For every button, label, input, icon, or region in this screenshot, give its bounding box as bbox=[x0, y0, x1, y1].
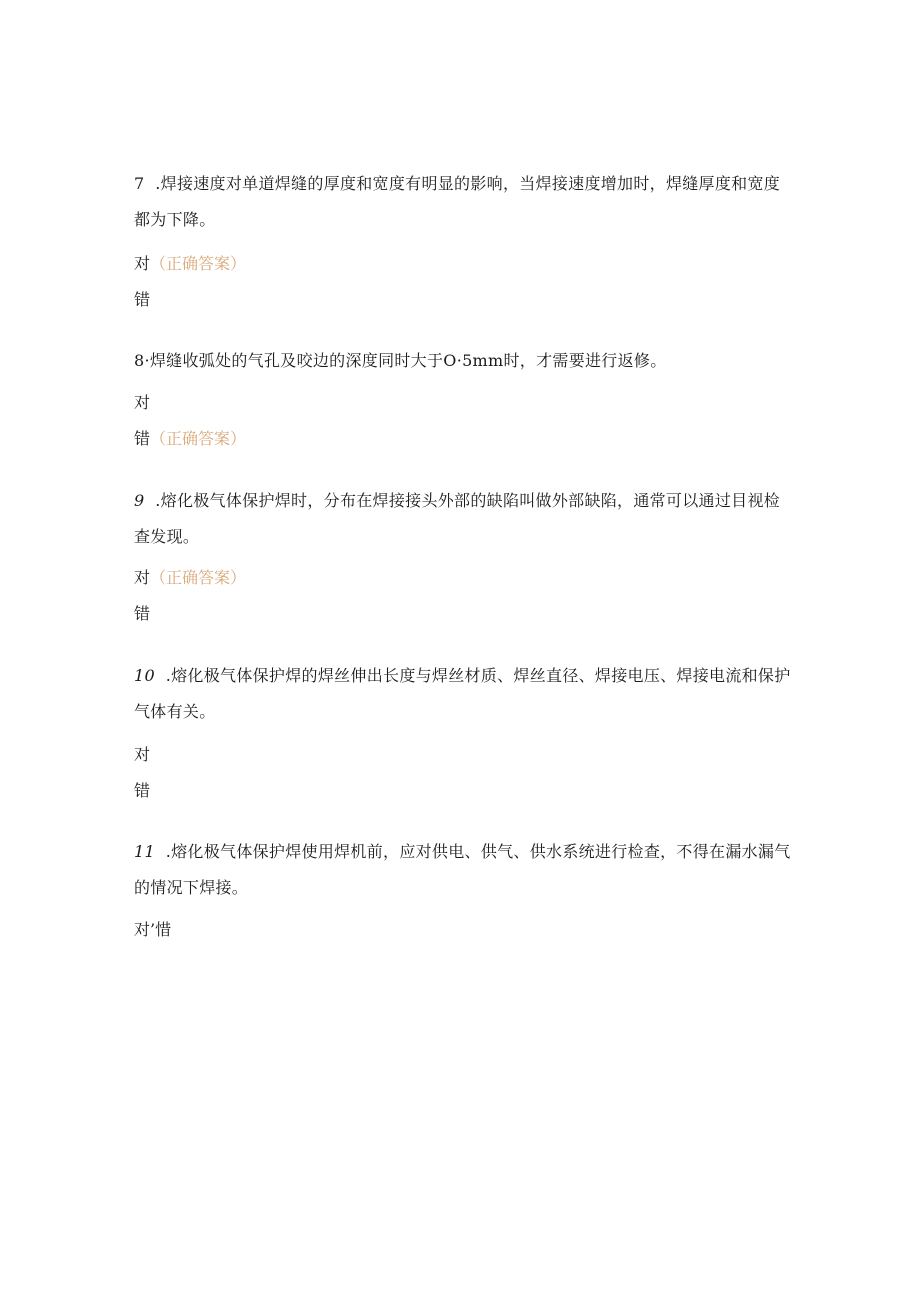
option-label: 对 bbox=[134, 745, 151, 764]
option-false bbox=[134, 288, 150, 312]
option-label: 对’惜 bbox=[134, 920, 172, 939]
question-9 bbox=[134, 483, 794, 555]
option-true bbox=[134, 743, 150, 767]
question-11 bbox=[134, 834, 794, 906]
option-false bbox=[134, 602, 150, 626]
question-10 bbox=[134, 658, 794, 730]
option-label: 错 bbox=[134, 429, 151, 448]
question-text: .熔化极气体保护焊使用焊机前，应对供电、供气、供水系统进行检查，不得在漏水漏气的情况下焊接。 bbox=[134, 842, 791, 897]
option-false bbox=[134, 427, 246, 451]
option-true-false bbox=[134, 918, 171, 942]
question-text: .焊接速度对单道焊缝的厚度和宽度有明显的影响，当焊接速度增加时，焊缝厚度和宽度都为下降。 bbox=[134, 174, 781, 229]
question-number: 11 bbox=[134, 842, 155, 861]
question-text: .熔化极气体保护焊时，分布在焊接接头外部的缺陷叫做外部缺陷，通常可以通过目视检查发现。 bbox=[134, 491, 781, 546]
option-label: 对 bbox=[134, 254, 151, 273]
question-8 bbox=[134, 343, 794, 379]
question-number: 8· bbox=[134, 351, 150, 370]
question-number: 9 bbox=[134, 491, 145, 510]
option-label: 对 bbox=[134, 393, 151, 412]
option-true bbox=[134, 566, 246, 590]
option-label: 错 bbox=[134, 290, 151, 309]
option-label: 对 bbox=[134, 568, 151, 587]
question-7 bbox=[134, 166, 794, 238]
question-number: 10 bbox=[134, 666, 155, 685]
option-label: 错 bbox=[134, 781, 151, 800]
question-text: .熔化极气体保护焊的焊丝伸出长度与焊丝材质、焊丝直径、焊接电压、焊接电流和保护气体有关。 bbox=[134, 666, 791, 721]
option-label: 错 bbox=[134, 604, 151, 623]
question-number: 7 bbox=[134, 174, 145, 193]
option-true bbox=[134, 391, 150, 415]
correct-answer-mark: （正确答案） bbox=[150, 568, 247, 587]
option-true bbox=[134, 252, 246, 276]
question-text: 焊缝收弧处的气孔及咬边的深度同时大于O·5mm时，才需要进行返修。 bbox=[149, 351, 667, 370]
correct-answer-mark: （正确答案） bbox=[150, 254, 247, 273]
option-false bbox=[134, 779, 150, 803]
correct-answer-mark: （正确答案） bbox=[150, 429, 247, 448]
